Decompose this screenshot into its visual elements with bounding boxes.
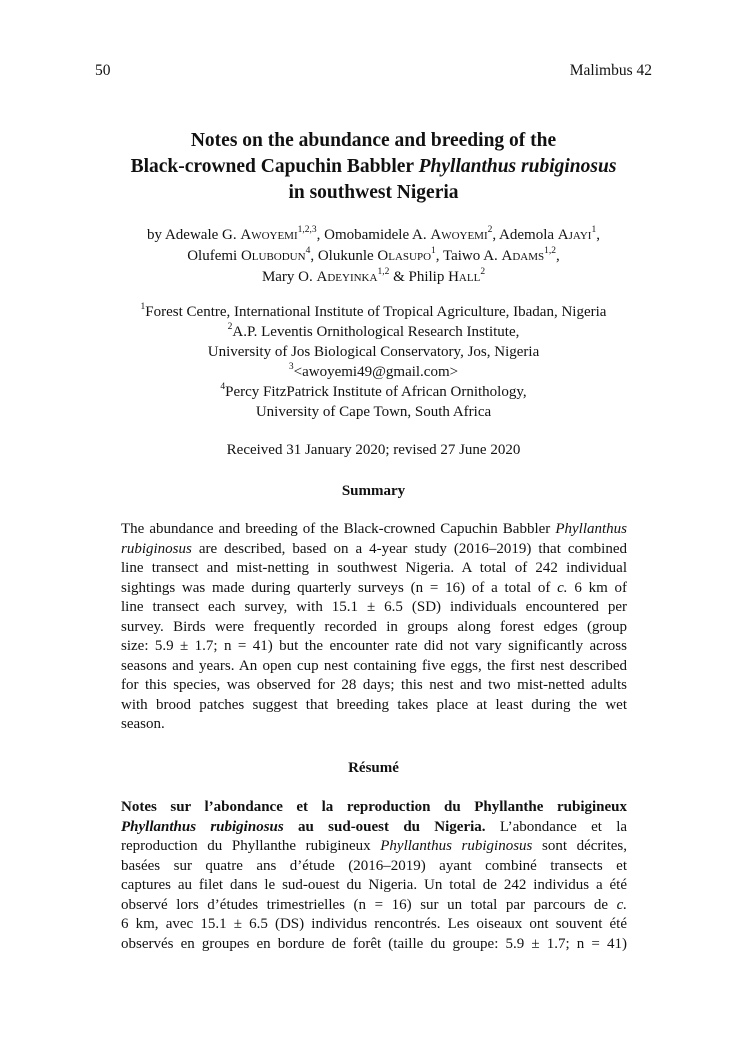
title-text: Black-crowned Capuchin Babbler bbox=[130, 156, 419, 177]
author-surname: Olasupo bbox=[377, 248, 432, 264]
summary-line: size: 5.9 ± 1.7; n = 41) but the encounter rate did not vary significantly across bbox=[121, 638, 627, 654]
summary-heading: Summary bbox=[341, 483, 406, 499]
author-line-2 bbox=[60, 246, 687, 267]
title-line-2 bbox=[60, 154, 687, 180]
affiliations bbox=[60, 302, 687, 422]
summary-text: are described, based on a 4-year study (2016–2019) that combined bbox=[191, 540, 627, 557]
resume-text: observé lors d’études trimestrielles (n = 16) sur un total par parcours de bbox=[121, 896, 617, 913]
summary-line: season. bbox=[121, 716, 165, 732]
resume-line: observés en groupes en bordure de forêt (taille du groupe: 5.9 ± 1.7; n = 41) bbox=[121, 935, 627, 952]
resume-text: L’abondance et la bbox=[485, 818, 628, 835]
author-list bbox=[60, 225, 687, 288]
title-line-3: in southwest Nigeria bbox=[288, 182, 459, 203]
summary-line bbox=[121, 579, 627, 599]
author-text: & Philip bbox=[389, 269, 449, 285]
affil-sup: 2 bbox=[227, 322, 233, 332]
summary-abbrev: c. bbox=[557, 579, 568, 596]
resume-line bbox=[121, 837, 627, 857]
affil-sup: 1 bbox=[140, 302, 146, 312]
resume-line bbox=[121, 818, 627, 838]
affil-sup: 3 bbox=[288, 362, 294, 372]
resume-species: Phyllanthus rubiginosus bbox=[380, 838, 533, 854]
resume-species: Phyllanthus rubiginosus bbox=[121, 818, 284, 835]
resume-title-text: Notes sur l’abondance et la reproduction du Phyllanthe rubigineux bbox=[121, 799, 627, 815]
author-affil-sup: 1,2 bbox=[377, 267, 390, 277]
email-address: <awoyemi49@gmail.com> bbox=[293, 364, 459, 380]
summary-text: 6 km of bbox=[567, 579, 627, 596]
summary-line: survey. Birds were frequently recorded in groups along forest edges (group bbox=[121, 618, 627, 635]
resume-abbrev: c. bbox=[616, 896, 627, 913]
resume-text: sont décrites, bbox=[532, 838, 627, 854]
author-text: , Olukunle bbox=[310, 248, 378, 264]
summary-text: The abundance and breeding of the Black-crowned Capuchin Babbler bbox=[121, 521, 556, 537]
author-surname: Awoyemi bbox=[240, 227, 298, 243]
resume-line: basées sur quatre ans d’étude (2016–2019) ayant combiné transects et bbox=[121, 857, 627, 874]
summary-line: line transect each survey, with 15.1 ± 6.5 (SD) individuals encountered per bbox=[121, 599, 627, 615]
author-affil-sup: 1 bbox=[591, 225, 597, 235]
author-text: by Adewale G. bbox=[147, 227, 241, 243]
title-line-1: Notes on the abundance and breeding of the bbox=[190, 130, 557, 151]
title-species: Phyllanthus rubiginosus bbox=[418, 156, 617, 177]
author-affil-sup: 1,2 bbox=[544, 246, 557, 256]
summary-paragraph bbox=[121, 520, 627, 735]
summary-text: sightings was made during quarterly surveys (n = 16) of a total of bbox=[121, 579, 558, 596]
received-dates: Received 31 January 2020; revised 27 June 2020 bbox=[226, 442, 521, 458]
author-text: , Ademola bbox=[492, 227, 558, 243]
affil-text: Percy FitzPatrick Institute of African Ornithology, bbox=[225, 384, 527, 400]
resume-title-text: au sud-ouest du Nigeria. bbox=[283, 818, 486, 835]
affil-text: A.P. Leventis Ornithological Research Institute, bbox=[232, 324, 520, 340]
author-text: , Omobamidele A. bbox=[316, 227, 431, 243]
author-surname: Awoyemi bbox=[430, 227, 488, 243]
resume-line bbox=[121, 896, 627, 916]
author-affil-sup: 2 bbox=[487, 225, 493, 235]
author-surname: Ajayi bbox=[557, 227, 592, 243]
affiliation-2b: University of Jos Biological Conservatory, Jos, Nigeria bbox=[207, 344, 540, 360]
page-number: 50 bbox=[95, 62, 111, 79]
author-affil-sup: 4 bbox=[305, 246, 311, 256]
affiliation-2 bbox=[60, 322, 687, 342]
summary-line: with brood patches suggest that breeding takes place at least during the wet bbox=[121, 696, 627, 713]
affil-text: Forest Centre, International Institute of Tropical Agriculture, Ibadan, Nigeria bbox=[145, 304, 607, 320]
resume-line bbox=[121, 798, 627, 818]
article-title bbox=[60, 128, 687, 206]
author-affil-sup: 1 bbox=[431, 246, 436, 256]
author-text: Olufemi bbox=[187, 248, 241, 264]
resume-heading: Résumé bbox=[348, 760, 399, 776]
author-affil-sup: 2 bbox=[480, 267, 486, 277]
author-affil-sup: 1,2,3 bbox=[297, 225, 317, 235]
author-surname: Olubodun bbox=[240, 248, 306, 264]
affiliation-1 bbox=[60, 302, 687, 322]
author-text: , Taiwo A. bbox=[435, 248, 502, 264]
author-surname: Adams bbox=[501, 248, 545, 264]
resume-paragraph bbox=[121, 798, 627, 954]
resume-line: 6 km, avec 15.1 ± 6.5 (DS) individus rencontrés. Les oiseaux ont souvent été bbox=[121, 916, 627, 932]
summary-line: seasons and years. An open cup nest containing five eggs, the first nest described bbox=[121, 657, 627, 674]
affil-sup: 4 bbox=[220, 382, 226, 392]
author-line-1 bbox=[60, 225, 687, 246]
author-text: Mary O. bbox=[261, 269, 317, 285]
summary-species: rubiginosus bbox=[121, 540, 192, 557]
affiliation-3 bbox=[60, 362, 687, 382]
author-surname: Hall bbox=[448, 269, 481, 285]
summary-line bbox=[121, 520, 627, 540]
summary-line: for this species, was observed for 28 days; this nest and two mist-netted adults bbox=[121, 677, 627, 693]
affiliation-4b: University of Cape Town, South Africa bbox=[255, 404, 492, 420]
affiliation-4 bbox=[60, 382, 687, 402]
resume-text: reproduction du Phyllanthe rubigineux bbox=[121, 838, 381, 854]
summary-line: line transect and mist-netting in southwest Nigeria. A total of 242 individual bbox=[121, 560, 627, 576]
journal-name: Malimbus 42 bbox=[569, 62, 652, 79]
running-head bbox=[95, 62, 652, 80]
resume-line: captures au filet dans le sud-ouest du Nigeria. Un total de 242 individus a été bbox=[121, 877, 627, 893]
summary-species: Phyllanthus bbox=[555, 521, 627, 537]
author-surname: Adeyinka bbox=[316, 269, 378, 285]
summary-line bbox=[121, 540, 627, 560]
author-text: , bbox=[556, 248, 560, 264]
author-line-3 bbox=[60, 267, 687, 288]
author-text: , bbox=[596, 227, 600, 243]
